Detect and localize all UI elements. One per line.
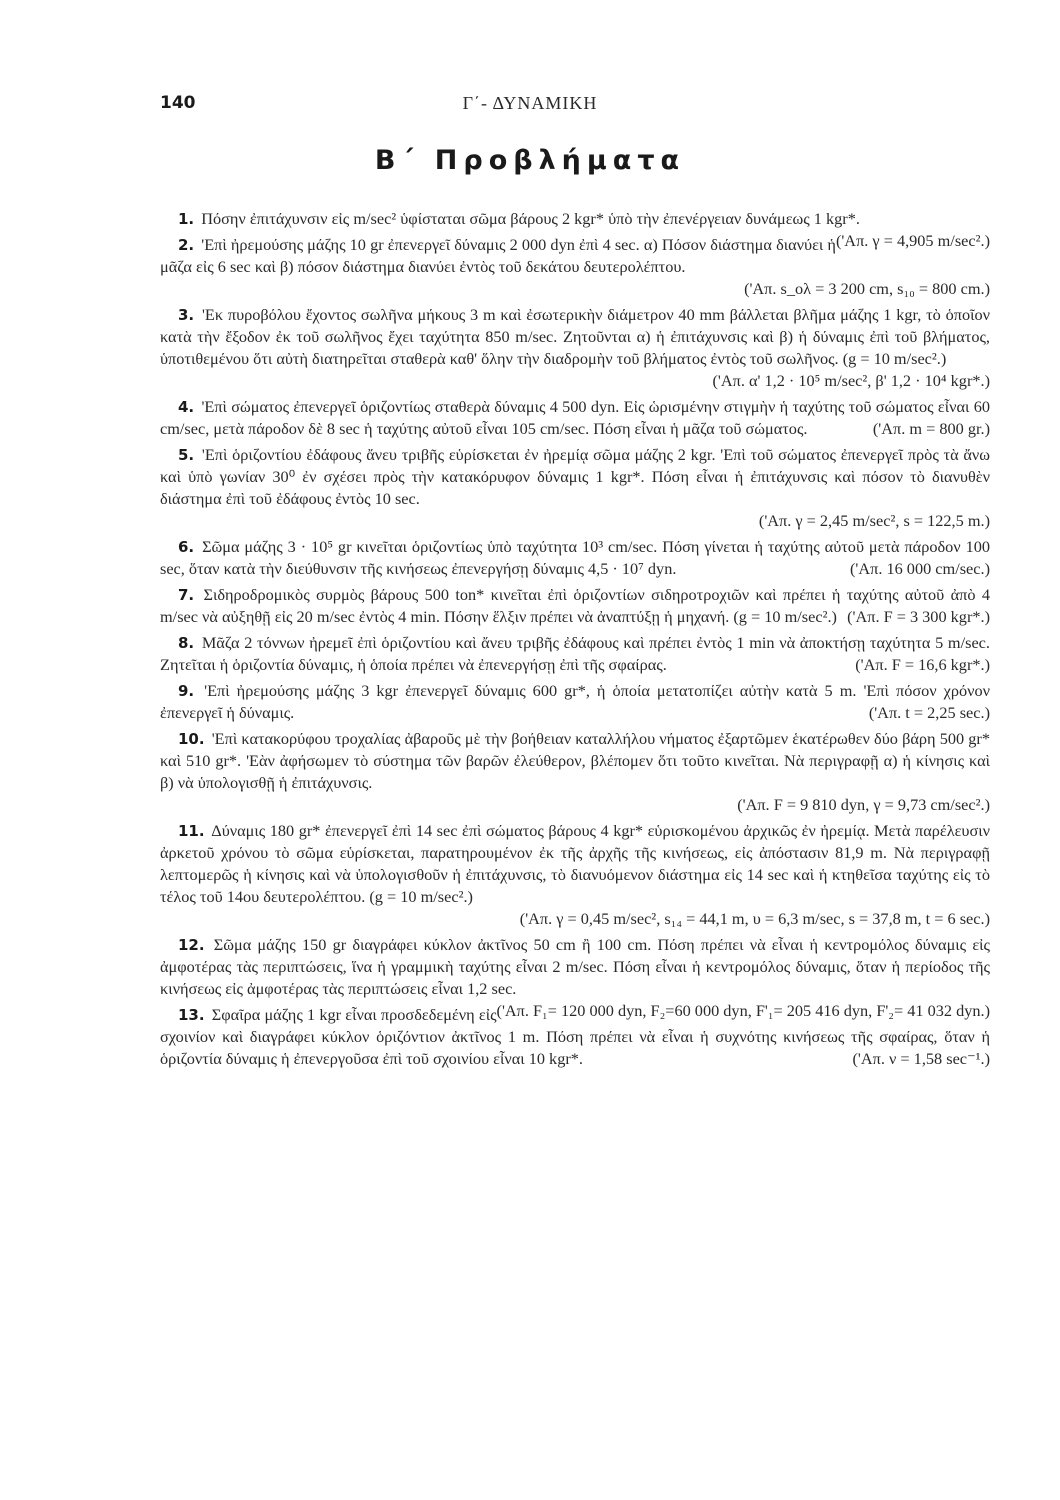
problem-text: 'Επὶ κατακορύφου τροχαλίας ἀβαροῦς μὲ τὴν βοήθειαν καταλλήλου νήματος ἐξαρτῶμεν ἑκατέρωθεν δύο βάρη 500 gr* καὶ 510 gr*. 'Εὰν ἀφήσωμεν τὸ σύστημα τῶν βαρῶν ἐλεύθερον, βλέπομεν ὅτι τοῦτο κινεῖται. Νὰ περιγραφῇ α) ἡ κίνησις καὶ β) νὰ ὑπολογισθῇ ἡ ἐπιτάχυνσις. — [160, 729, 990, 792]
problem-number: 1. — [178, 210, 195, 228]
problem-answer: ('Απ. α' 1,2 · 10⁵ m/sec², β' 1,2 · 10⁴ kgr*.) — [712, 371, 990, 390]
problem-text: Μᾶζα 2 τόννων ἠρεμεῖ ἐπὶ ὁριζοντίου καὶ ἄνευ τριβῆς ἐδάφους καὶ πρέπει ἐντὸς 1 min νὰ ἀποκτήσῃ ταχύτητα 5 m/sec. Ζητεῖται ἡ ὁριζοντία δύναμις, ἡ ὁποία πρέπει νὰ ἐπενεργήσῃ ἐπὶ τῆς σφαίρας. — [160, 633, 990, 674]
problem-text: 'Επὶ ἠρεμούσης μάζης 3 kgr ἐπενεργεῖ δύναμις 600 gr*, ἡ ὁποία μετατοπίζει αὐτὴν κατὰ 5 m. 'Επὶ πόσον χρόνον ἐπενεργεῖ ἡ δύναμις. — [160, 681, 990, 722]
problem-answer: ('Απ. F = 16,6 kgr*.) — [855, 655, 990, 674]
problem-answer: ('Απ. 16 000 cm/sec.) — [849, 559, 990, 578]
problem-number: 8. — [178, 634, 195, 652]
problem-11 — [160, 820, 990, 930]
section-title: Β΄ Προβλήματα — [374, 145, 686, 176]
problem-number: 2. — [178, 236, 195, 254]
problem-answer: ('Απ. γ = 2,45 m/sec², s = 122,5 m.) — [758, 511, 990, 530]
problem-number: 10. — [178, 730, 205, 748]
problem-number: 7. — [178, 586, 195, 604]
problem-number: 5. — [178, 446, 195, 464]
problem-text: 'Επὶ ἠρεμούσης μάζης 10 gr ἐπενεργεῖ δύναμις 2 000 dyn ἐπὶ 4 sec. α) Πόσον διάστημα διανύει ἡ μᾶζα εἰς 6 sec καὶ β) πόσον διάστημα διανύει ἐντὸς τοῦ δεκάτου δευτερολέπτου. — [160, 235, 836, 276]
running-header: Γ΄- ΔΥΝΑΜΙΚΗ — [462, 93, 598, 113]
problem-4 — [160, 396, 990, 440]
problem-7 — [160, 584, 990, 628]
problem-number: 13. — [178, 1006, 205, 1024]
problem-answer: ('Απ. t = 2,25 sec.) — [868, 703, 990, 722]
problem-8 — [160, 632, 990, 676]
problem-answer: ('Απ. γ = 4,905 m/sec².) — [835, 231, 990, 250]
problem-text: Πόσην ἐπιτάχυνσιν εἰς m/sec² ὑφίσταται σῶμα βάρους 2 kgr* ὑπὸ τὴν ἐπενέργειαν δυνάμεως 1 kgr*. — [201, 209, 860, 228]
problem-number: 4. — [178, 398, 195, 416]
problem-6 — [160, 536, 990, 580]
problem-1 — [160, 208, 990, 250]
problem-text: Σῶμα μάζης 3 · 10⁵ gr κινεῖται ὁριζοντίως ὑπὸ ταχύτητα 10³ cm/sec. Πόση γίνεται ἡ ταχύτης αὐτοῦ μετὰ πάροδον 100 sec, ὅταν κατὰ τὴν διεύθυνσιν τῆς κινήσεως ἐπενεργήσῃ δύναμις 4,5 · 10⁷ dyn. — [160, 537, 990, 578]
problem-5 — [160, 444, 990, 532]
problem-text: Δύναμις 180 gr* ἐπενεργεῖ ἐπὶ 14 sec ἐπὶ σώματος βάρους 4 kgr* εὑρισκομένου ἀρχικῶς ἐν ἠρεμίᾳ. Μετὰ παρέλευσιν ἀρκετοῦ χρόνου τὸ σῶμα εὑρίσκεται, παρατηρουμένον ἐκ τῆς ἀρχῆς τῆς κινήσεως, εἰς ἀπόστασιν 81,9 m. Νὰ περιγραφῇ λεπτομερῶς ἡ κίνησις καὶ νὰ ὑπολογισθοῦν ἡ ἐπιτάχυνσις, τὸ διανυόμενον διάστημα εἰς 14 sec καὶ ἡ κτηθεῖσα ταχύτης εἰς τὸ τέλος τοῦ 14ου δευτερολέπτου. (g = 10 m/sec².) — [160, 821, 991, 906]
problem-answer: ('Απ. m = 800 gr.) — [872, 419, 990, 438]
problem-number: 11. — [178, 822, 205, 840]
problem-text: 'Επὶ σώματος ἐπενεργεῖ ὁριζοντίως σταθερὰ δύναμις 4 500 dyn. Εἰς ὡρισμένην στιγμὴν ἡ ταχύτης τοῦ σώματος εἶναι 60 cm/sec, μετὰ πάροδον δὲ 8 sec ἡ ταχύτης αὐτοῦ εἶναι 105 cm/sec. Πόση εἶναι ἡ μᾶζα τοῦ σώματος. — [160, 397, 990, 438]
problem-answer: ('Απ. s_ολ = 3 200 cm, s₁₀ = 800 cm.) — [744, 279, 990, 298]
problem-answer: ('Απ. ν = 1,58 sec⁻¹.) — [852, 1049, 990, 1068]
problem-answer: ('Απ. F₁= 120 000 dyn, F₂=60 000 dyn, F'₁= 205 416 dyn, F'₂= 41 032 dyn.) — [496, 1001, 990, 1020]
problem-number: 12. — [178, 936, 205, 954]
problem-text: Σῶμα μάζης 150 gr διαγράφει κύκλον ἀκτῖνος 50 cm ἢ 100 cm. Πόση πρέπει νὰ εἶναι ἡ κεντρομόλος δύναμις εἰς ἀμφοτέρας τὰς περιπτώσεις, ἵνα ἡ γραμμικὴ ταχύτης εἶναι 2 m/sec. Πόση εἶναι ἡ κεντρομόλος δύναμις, ὅταν ἡ περίοδος τῆς κινήσεως εἰς ἀμφοτέρας τὰς περιπτώσεις εἶναι 1,2 sec. — [160, 935, 990, 998]
problem-text: 'Επὶ ὁριζοντίου ἐδάφους ἄνευ τριβῆς εὑρίσκεται ἐν ἠρεμίᾳ σῶμα μάζης 2 kgr. 'Επὶ τοῦ σώματος ἐπενεργεῖ πρὸς τὰ ἄνω καὶ ὑπὸ γωνίαν 30⁰ ἐν σχέσει πρὸς τὴν κατακόρυφον δύναμις 1 kgr*. Πόση εἶναι ἡ ἐπιτάχυνσις καὶ πόσον τὸ διανυθὲν διάστημα ἐπὶ τοῦ ἐδάφους ἐντὸς 10 sec. — [160, 445, 990, 508]
problem-9 — [160, 680, 990, 724]
problem-list — [160, 208, 990, 1074]
problem-10 — [160, 728, 990, 816]
problem-answer: ('Απ. F = 9 810 dyn, γ = 9,73 cm/sec².) — [737, 795, 990, 814]
problem-number: 6. — [178, 538, 195, 556]
problem-text: Σφαῖρα μάζης 1 kgr εἶναι προσδεδεμένη εἰς σχοινίον καὶ διαγράφει κύκλον ὁριζόντιον ἀκτῖνος 1 m. Πόση πρέπει νὰ εἶναι ἡ συχνότης κινήσεως τῆς σφαίρας, ὅταν ἡ ὁριζοντία δύναμις ἡ ἐπενεργοῦσα ἐπὶ τοῦ σχοινίου εἶναι 10 kgr*. — [160, 1005, 990, 1068]
problem-number: 3. — [178, 306, 195, 324]
problem-3 — [160, 304, 990, 392]
problem-answer: ('Απ. F = 3 300 kgr*.) — [847, 607, 990, 626]
page-number: 140 — [160, 93, 196, 113]
problem-text: Σιδηροδρομικὸς συρμὸς βάρους 500 ton* κινεῖται ἐπὶ ὁριζοντίων σιδηροτροχιῶν καὶ πρέπει ἡ ταχύτης αὐτοῦ ἀπὸ 4 m/sec νὰ αὐξηθῇ εἰς 20 m/sec ἐντὸς 4 min. Πόσην ἕλξιν πρέπει νὰ ἀναπτύξῃ ἡ μηχανή. (g = 10 m/sec².) — [160, 585, 990, 626]
problem-text: 'Εκ πυροβόλου ἔχοντος σωλῆνα μήκους 3 m καὶ ἐσωτερικὴν διάμετρον 40 mm βάλλεται βλῆμα μάζης 1 kgr, τὸ ὁποῖον κατὰ τὴν ἔξοδον ἐκ τοῦ σωλῆνος ἔχει ταχύτητα 850 m/sec. Ζητοῦνται α) ἡ ἐπιτάχυνσις καὶ β) ἡ δύναμις ἐπὶ τοῦ βλήματος, ὑποτιθεμένου ὅτι αὐτὴ διατηρεῖται σταθερὰ καθ' ὅλην τὴν διαδρομὴν τοῦ βλήματος ἐντὸς τοῦ σωλῆνος. (g = 10 m/sec².) — [160, 305, 990, 368]
problem-number: 9. — [178, 682, 195, 700]
problem-answer: ('Απ. γ = 0,45 m/sec², s₁₄ = 44,1 m, υ = 6,3 m/sec, s = 37,8 m, t = 6 sec.) — [519, 909, 990, 928]
